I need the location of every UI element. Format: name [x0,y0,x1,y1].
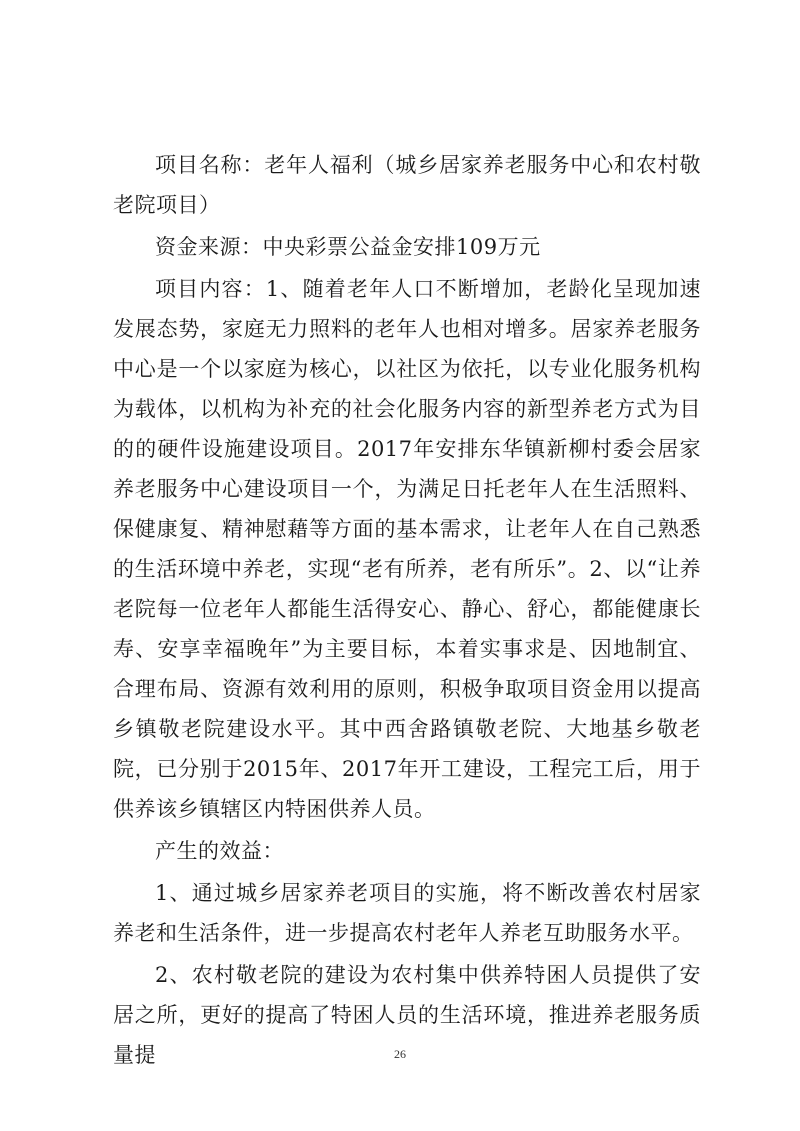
paragraph-project-name: 项目名称：老年人福利（城乡居家养老服务中心和农村敬老院项目） [113,153,701,217]
body-text [113,145,701,1075]
page-number: 26 [394,1047,406,1061]
paragraph-benefit-2: 2、农村敬老院的建设为农村集中供养特困人员提供了安居之所，更好的提高了特困人员的生活环境，推进养老服务质量提 [113,963,701,1067]
paragraph-benefits-heading: 产生的效益： [155,839,284,863]
paragraph-project-content: 项目内容：1、随着老年人口不断增加，老龄化呈现加速发展态势，家庭无力照料的老年人也相对增多。居家养老服务中心是一个以家庭为核心，以社区为依托，以专业化服务机构为载体，以机构为补充的社会化服务内容的新型养老方式为目的的硬件设施建设项目。2017年安排东华镇新柳村委会居家养老服务中心建设项目一个，为满足日托老年人在生活照料、保健康复、精神慰藉等方面的基本需求，让老年人在自己熟悉的生活环境中养老，实现“老有所养，老有所乐”。2、以“让养老院每一位老年人都能生活得安心、静心、舒心，都能健康长寿、安享幸福晚年”为主要目标，本着实事求是、因地制宜、合理布局、资源有效利用的原则，积极争取项目资金用以提高乡镇敬老院建设水平。其中西舍路镇敬老院、大地基乡敬老院，已分别于2015年、2017年开工建设，工程完工后，用于供养该乡镇辖区内特困供养人员。 [113,277,701,821]
paragraph-benefit-1: 1、通过城乡居家养老项目的实施，将不断改善农村居家养老和生活条件，进一步提高农村老年人养老互助服务水平。 [113,881,701,945]
paragraph-funding-source: 资金来源：中央彩票公益金安排109万元 [155,235,541,259]
